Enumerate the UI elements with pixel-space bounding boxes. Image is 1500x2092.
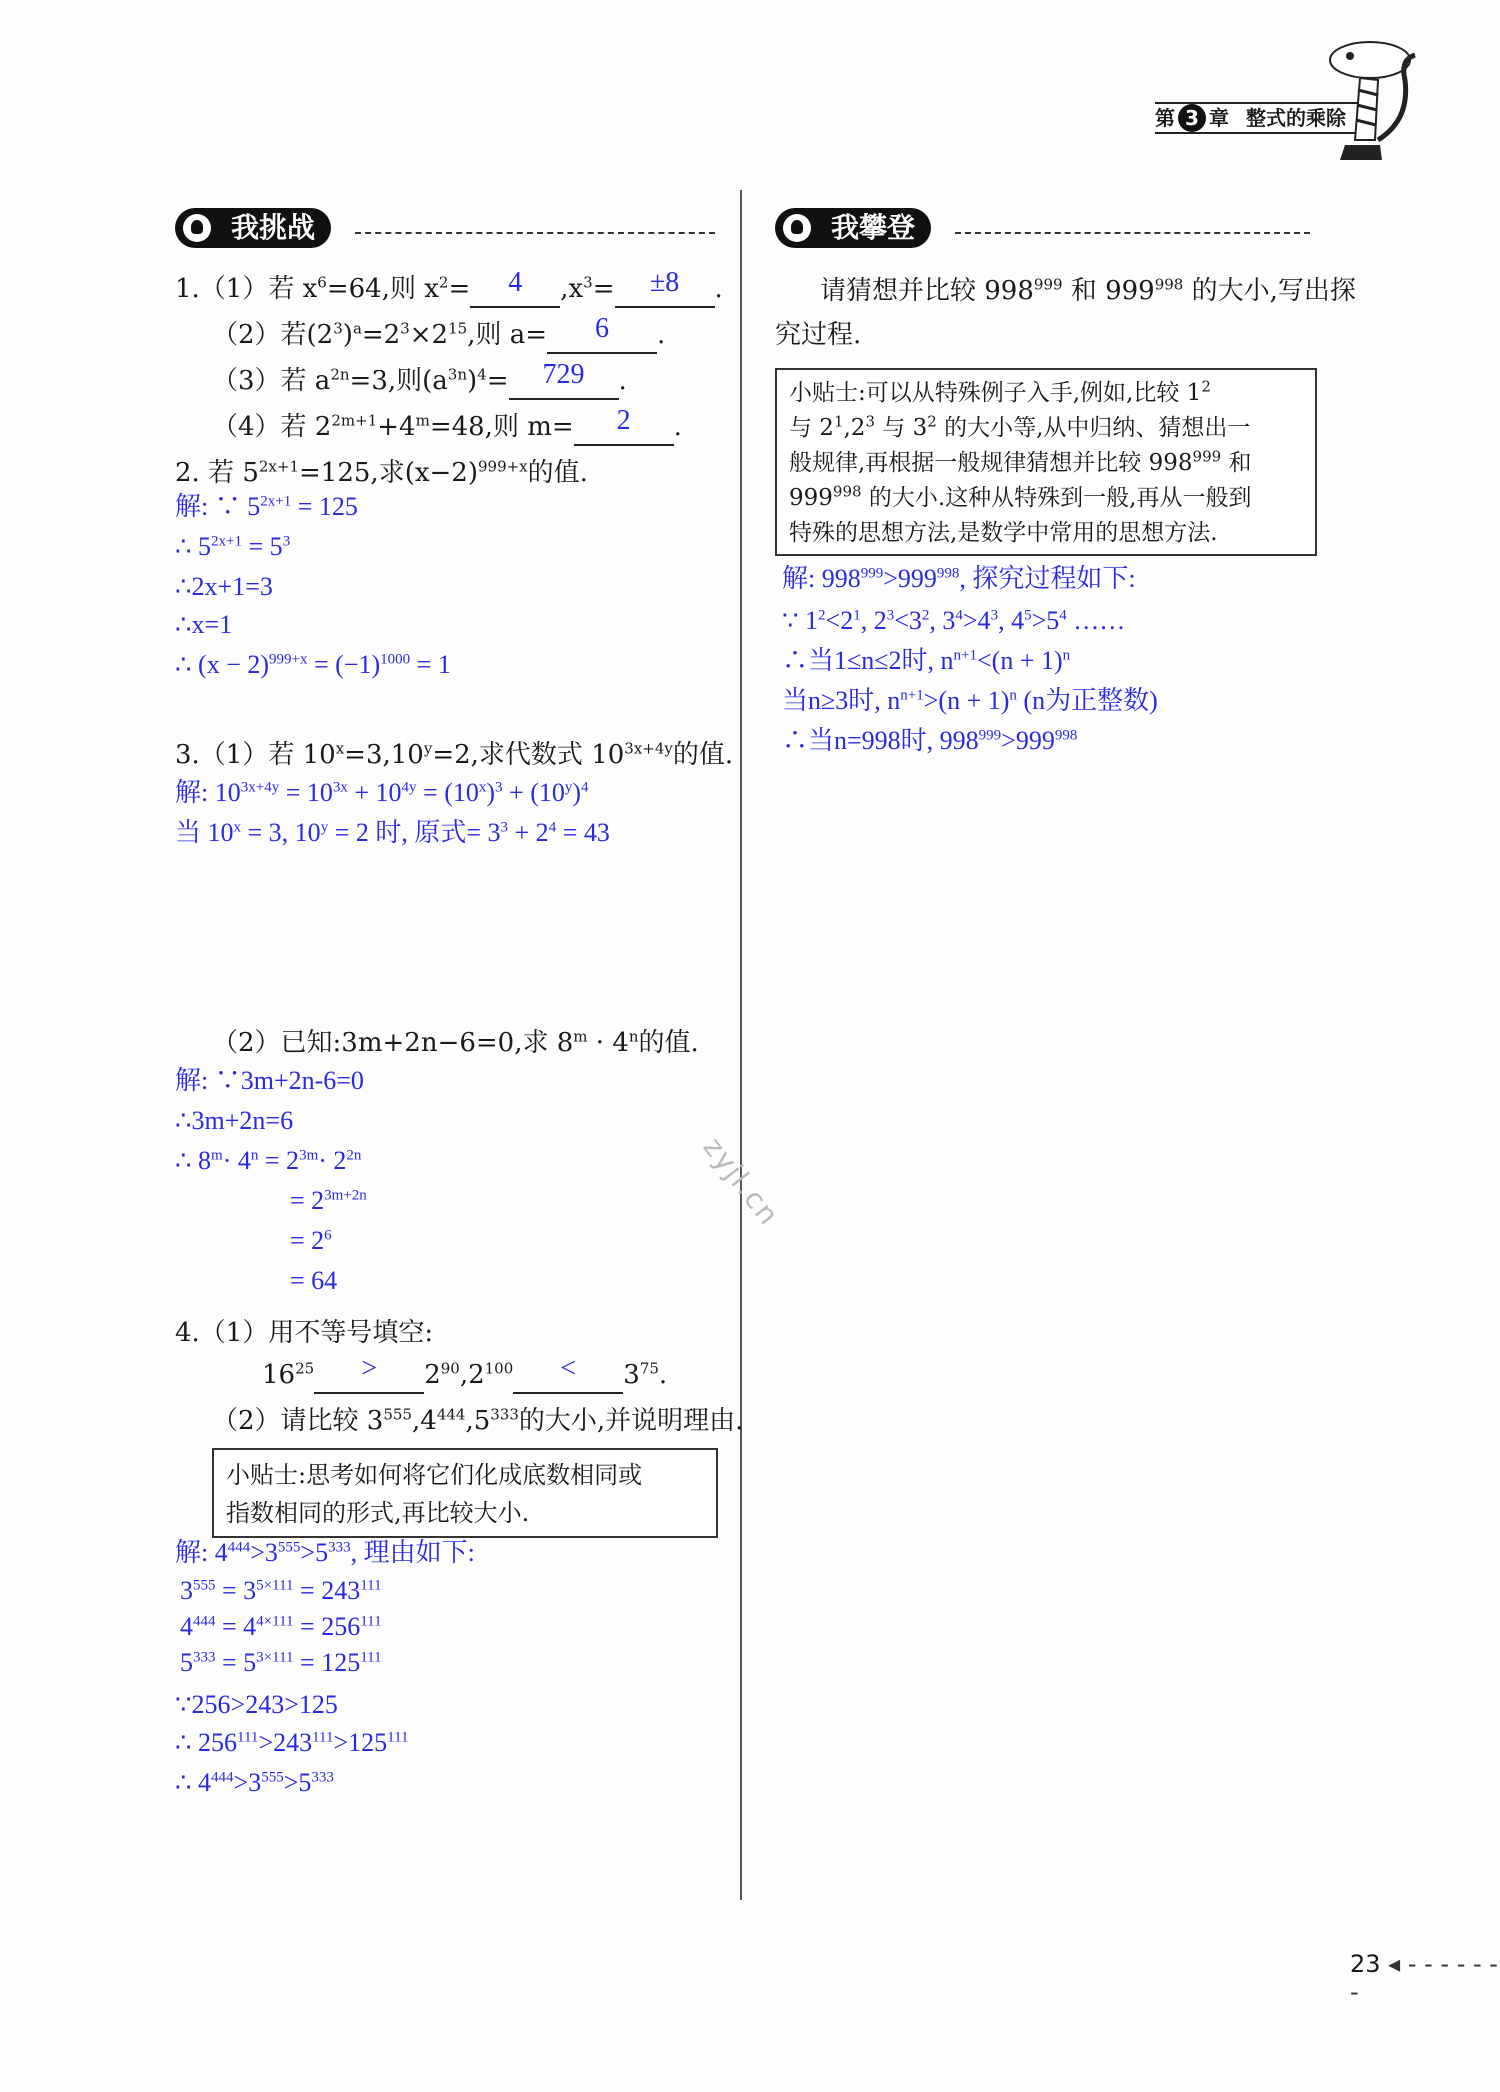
chapter-number: 3 <box>1178 104 1206 132</box>
answer-blank[interactable]: ±8 <box>615 272 715 308</box>
q2-step2: ∴ $5^{2x+1} = 5^3$ <box>175 532 291 561</box>
q4-step3: $4^{444} = 4^{4\times 111} = 256^{111}$ <box>180 1612 382 1641</box>
q3-part2-step1: 解: ∵3m+2n-6=0 <box>175 1066 364 1095</box>
chapter-title: 整式的乘除 <box>1245 106 1346 130</box>
watermark: zyjl.cn <box>696 1130 787 1233</box>
tip-line: 般规律,再根据一般规律猜想并比较 $998^{999}$ 和 <box>789 447 1252 476</box>
q3-part2-step4: = $2^{3m+2n}$ <box>290 1186 367 1215</box>
q2-step3: ∴2x+1=3 <box>175 572 273 601</box>
answer-blank[interactable]: 729 <box>509 364 619 400</box>
tip-line: 小贴士:思考如何将它们化成底数相同或 <box>226 1461 643 1489</box>
q5-step3: ∴当1≤n≤2时, $n^{n+1}<(n + 1)^n$ <box>782 646 1071 675</box>
q3-step1: 解: $10^{3x+4y} = 10^{3x} + 10^{4y} = (10^x)^3 + (10^y)^4$ <box>175 778 589 807</box>
sprout-icon <box>783 214 811 242</box>
chapter-suffix: 章 <box>1209 106 1229 130</box>
q5-step4: 当n≥3时, $n^{n+1}>(n + 1)^n$ (n为正整数) <box>782 686 1158 715</box>
section-climb-pill: 我攀登 <box>775 208 931 248</box>
chapter-prefix: 第 <box>1155 106 1175 130</box>
tip-line: $999^{998}$ 的大小.这种从特殊到一般,再从一般到 <box>789 482 1252 511</box>
section-challenge-pill: 我挑战 <box>175 208 331 248</box>
q1-part3: （3）若 $a^{2n}=3$,则$(a^{3n})^4= 729$ . <box>212 364 627 400</box>
q4-step2: $3^{555} = 3^{5\times 111} = 243^{111}$ <box>180 1576 382 1605</box>
q1-part4: （4）若 $2^{2m+1}+4^m=48$,则 m= 2 . <box>212 410 682 446</box>
q4-part2-stem: （2）请比较 $3^{555},4^{444},5^{333}$的大小,并说明理由. <box>212 1405 744 1436</box>
q5-stem-line1: 请猜想并比较 $998^{999}$ 和 $999^{998}$ 的大小,写出探 <box>820 275 1356 306</box>
section-dash-line <box>955 232 1310 234</box>
q4-step5: ∵256>243>125 <box>175 1690 338 1719</box>
tip-line: 特殊的思想方法,是数学中常用的思想方法. <box>789 520 1218 546</box>
tiger-mascot-icon <box>1300 30 1430 180</box>
q4-step7: ∴ $4^{444}>3^{555}>5^{333}$ <box>175 1768 334 1797</box>
tip-line: 小贴士:可以从特殊例子入手,例如,比较 $1^2$ <box>789 377 1211 406</box>
q4-tip-box <box>212 1448 718 1538</box>
section-climb-header <box>775 208 1310 248</box>
q3-step2: 当 $10^x = 3$, $10^y = 2$ 时, 原式= $3^3 + 2^4 = 43$ <box>175 818 610 847</box>
page-number: 23 ◂ - - - - - - - <box>1350 1950 1498 2006</box>
tip-line: 指数相同的形式,再比较大小. <box>226 1499 530 1527</box>
tip-line: 与 $2^1,2^3$ 与 $3^2$ 的大小等,从中归纳、猜想出一 <box>789 412 1251 441</box>
answer-blank[interactable]: > <box>314 1358 424 1394</box>
section-dash-line <box>355 232 715 234</box>
answer-blank[interactable]: 4 <box>470 272 560 308</box>
q4-step6: ∴ $256^{111}>243^{111}>125^{111}$ <box>175 1728 409 1757</box>
answer-blank[interactable]: 6 <box>547 318 657 354</box>
q3-part2-step5: = $2^6$ <box>290 1226 332 1255</box>
q4-step4: $5^{333} = 5^{3\times 111} = 125^{111}$ <box>180 1648 382 1677</box>
column-divider <box>740 190 742 1900</box>
q4-step1: 解: $4^{444}>3^{555}>5^{333}$, 理由如下: <box>175 1538 475 1567</box>
q1-part1: 1.（1）若 $x^6=64$,则 $x^2= 4$ $,x^3= \pm 8$ . <box>175 272 723 308</box>
q2-step5: ∴ $(x - 2)^{999+x} = (-1)^{1000} = 1$ <box>175 650 451 679</box>
q2-step4: ∴x=1 <box>175 610 233 639</box>
q2-step1: 解: ∵ $5^{2x+1} = 125$ <box>175 492 358 521</box>
q5-step1: 解: $998^{999}>999^{998}$, 探究过程如下: <box>782 564 1136 593</box>
q5-tip-box <box>775 368 1317 556</box>
answer-blank[interactable]: 2 <box>574 410 674 446</box>
q3-part2-stem: （2）已知:3m+2n−6=0,求 $8^m \cdot 4^n$的值. <box>212 1027 699 1058</box>
answer-blank[interactable]: < <box>513 1358 623 1394</box>
q5-step2: ∵ $1^2<2^1$, $2^3<3^2$, $3^4>4^3$, $4^5>5^4$ …… <box>782 606 1126 635</box>
section-challenge-header <box>175 208 715 248</box>
q4-part1-fill: $16^{25} > 2^{90},2^{100} < 3^{75}$. <box>262 1358 667 1394</box>
q5-step5: ∴当n=998时, $998^{999}>999^{998}$ <box>782 726 1078 755</box>
flower-icon <box>183 214 211 242</box>
q3-part2-step6: = 64 <box>290 1266 338 1295</box>
q3-part2-step2: ∴3m+2n=6 <box>175 1106 294 1135</box>
q3-part1-stem: 3.（1）若 $10^x=3,10^y=2$,求代数式 $10^{3x+4y}$的值. <box>175 739 734 770</box>
q2-stem: 2. 若 $5^{2x+1}=125$,求$(x-2)^{999+x}$的值. <box>175 457 588 488</box>
q1-part2: （2）若$(2^3)^a=2^3\times 2^{15}$,则 a= 6 . <box>212 318 665 354</box>
q3-part2-step3: ∴ $8^m\cdot 4^n = 2^{3m}\cdot 2^{2n}$ <box>175 1146 362 1175</box>
q5-stem-line2: 究过程. <box>775 320 862 350</box>
q4-part1-stem: 4.（1）用不等号填空: <box>175 1318 434 1348</box>
